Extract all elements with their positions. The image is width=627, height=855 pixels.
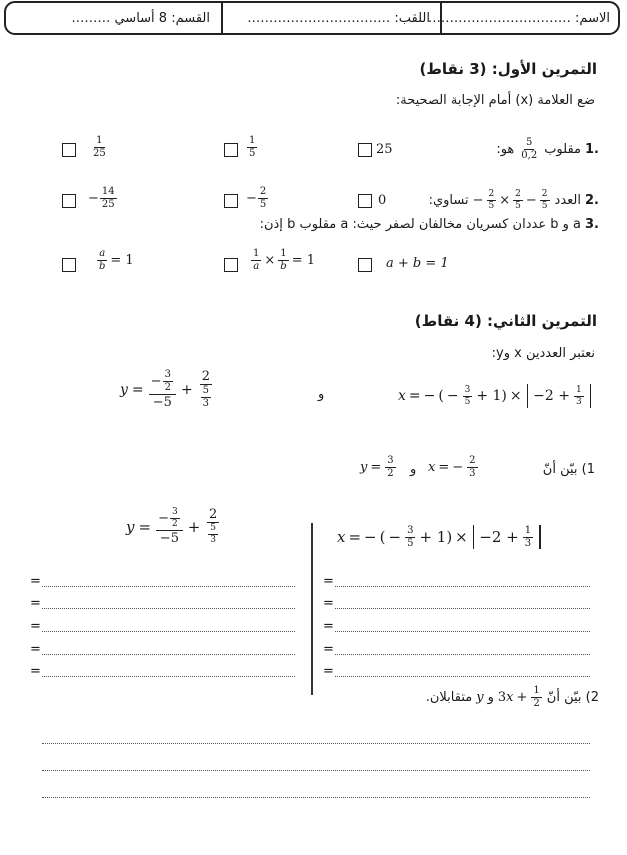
class-dots: ……… (71, 11, 111, 26)
question-1-text: مقلوب (544, 142, 581, 157)
surname-field[interactable] (247, 11, 430, 26)
question-2-expression: − $\frac{2}{5}$ × $\frac{2}{5}$ − $\frac{2}{5}$ (472, 189, 548, 211)
question-2-text-after: تساوي: (428, 193, 469, 208)
question-2-text: العدد (554, 193, 581, 208)
y-definition: y = − $\frac{3}{2}$ −5 + $\frac{2}{\frac{5}{3}}$ (120, 369, 210, 410)
part-1-and: و (410, 462, 417, 477)
x-working-expression: x = − ( − $\frac{3}{5}$ + 1) × −2 + $\frac{1}{3}$ (337, 525, 543, 549)
q3-option-a-checkbox[interactable] (358, 258, 372, 272)
q1-option-c-checkbox[interactable] (62, 143, 76, 157)
x-answer-eq: = (323, 574, 334, 589)
y-answer-line[interactable] (42, 608, 295, 609)
q3-option-c: $\frac{a}{b}$ = 1 (99, 248, 134, 272)
question-2 (429, 190, 599, 211)
exercise1-instruction: ضع العلامة (x) أمام الإجابة الصحيحة: (395, 93, 595, 108)
y-answer-line[interactable] (42, 631, 295, 632)
name-dots: …………………………… (427, 11, 571, 26)
y-answer-line[interactable] (42, 586, 295, 587)
q2-option-c-checkbox[interactable] (62, 194, 76, 208)
x-answer-eq: = (323, 596, 334, 611)
x-definition: x = − ( − $\frac{3}{5}$ + 1) × −2 + $\frac{1}{3}$ (398, 384, 593, 408)
header-divider (221, 3, 223, 33)
part-2-answer-line[interactable] (42, 743, 590, 744)
question-3-number: .3 (585, 217, 599, 232)
question-1-number: .1 (585, 142, 599, 157)
part-1-label: 1) بيّن أنّ (542, 462, 595, 477)
y-answer-eq: = (30, 574, 41, 589)
q2-option-a: 0 (378, 193, 387, 208)
student-info-header (4, 1, 620, 35)
part-2-and: و (487, 690, 494, 705)
question-1-text-after: هو: (496, 142, 515, 157)
q2-option-c: − $\frac{14}{25}$ (88, 186, 115, 210)
q1-option-b: $\frac{1}{5}$ (249, 135, 256, 159)
q2-option-b: − $\frac{2}{5}$ (246, 186, 267, 210)
y-answer-eq: = (30, 664, 41, 679)
part-2-label: 2) بيّن أنّ (546, 690, 599, 705)
q1-option-b-checkbox[interactable] (224, 143, 238, 157)
name-label: الاسم: (575, 11, 610, 26)
y-answer-eq: = (30, 596, 41, 611)
exercise1-title: التمرين الأول: (3 نقاط) (419, 60, 597, 78)
y-answer-eq: = (30, 619, 41, 634)
y-answer-line[interactable] (42, 676, 295, 677)
part-2-question: 2) بيّن أنّ 3x + $\frac{1}{2}$ و y متقابلان. (425, 685, 599, 709)
part-2-text-end: متقابلان. (425, 690, 473, 705)
x-answer-eq: = (323, 642, 334, 657)
class-label: القسم: (171, 11, 210, 26)
q1-option-a-checkbox[interactable] (358, 143, 372, 157)
and-connector: و (318, 387, 325, 402)
class-field (71, 11, 210, 26)
x-answer-line[interactable] (335, 586, 590, 587)
question-1 (496, 138, 599, 161)
q3-option-b: $\frac{1}{a}$ × $\frac{1}{b}$ = 1 (253, 248, 315, 272)
class-value: 8 أساسي (114, 11, 168, 26)
y-working-expression: y = − $\frac{3}{2}$ −5 + $\frac{2}{\frac{5}{3}}$ (126, 507, 218, 546)
x-answer-line[interactable] (335, 654, 590, 655)
part-2-answer-line[interactable] (42, 770, 590, 771)
question-3-text: a و b عددان كسريان مخالفان لصفر حيث: a مقلوب b إذن: (259, 217, 581, 232)
x-answer-line[interactable] (335, 676, 590, 677)
exercise2-intro: نعتبر العددين x وy: (491, 346, 595, 361)
x-result: x = − $\frac{2}{3}$ (428, 455, 476, 479)
surname-label: اللقب: (394, 11, 430, 26)
q1-option-a: 25 (376, 142, 393, 157)
q2-option-a-checkbox[interactable] (358, 194, 372, 208)
exercise2-title: التمرين الثاني: (4 نقاط) (414, 312, 597, 330)
y-answer-line[interactable] (42, 654, 295, 655)
x-answer-line[interactable] (335, 631, 590, 632)
x-answer-eq: = (323, 619, 334, 634)
part-2-answer-line[interactable] (42, 797, 590, 798)
y-answer-eq: = (30, 642, 41, 657)
q3-option-b-checkbox[interactable] (224, 258, 238, 272)
surname-dots: …………………………… (247, 11, 391, 26)
q3-option-a: a + b = 1 (386, 256, 449, 271)
y-result: y = $\frac{3}{2}$ (360, 455, 394, 479)
x-answer-line[interactable] (335, 608, 590, 609)
q3-option-c-checkbox[interactable] (62, 258, 76, 272)
question-3 (260, 217, 599, 232)
q2-option-b-checkbox[interactable] (224, 194, 238, 208)
x-answer-eq: = (323, 664, 334, 679)
column-divider (311, 523, 313, 695)
part-2-expression: 3x + $\frac{1}{2}$ (497, 685, 540, 709)
q1-option-c: $\frac{1}{25}$ (93, 135, 106, 159)
name-field[interactable] (428, 11, 610, 26)
question-1-fraction: $\frac{5}{0,2}$ (521, 137, 538, 161)
question-2-number: .2 (585, 193, 599, 208)
